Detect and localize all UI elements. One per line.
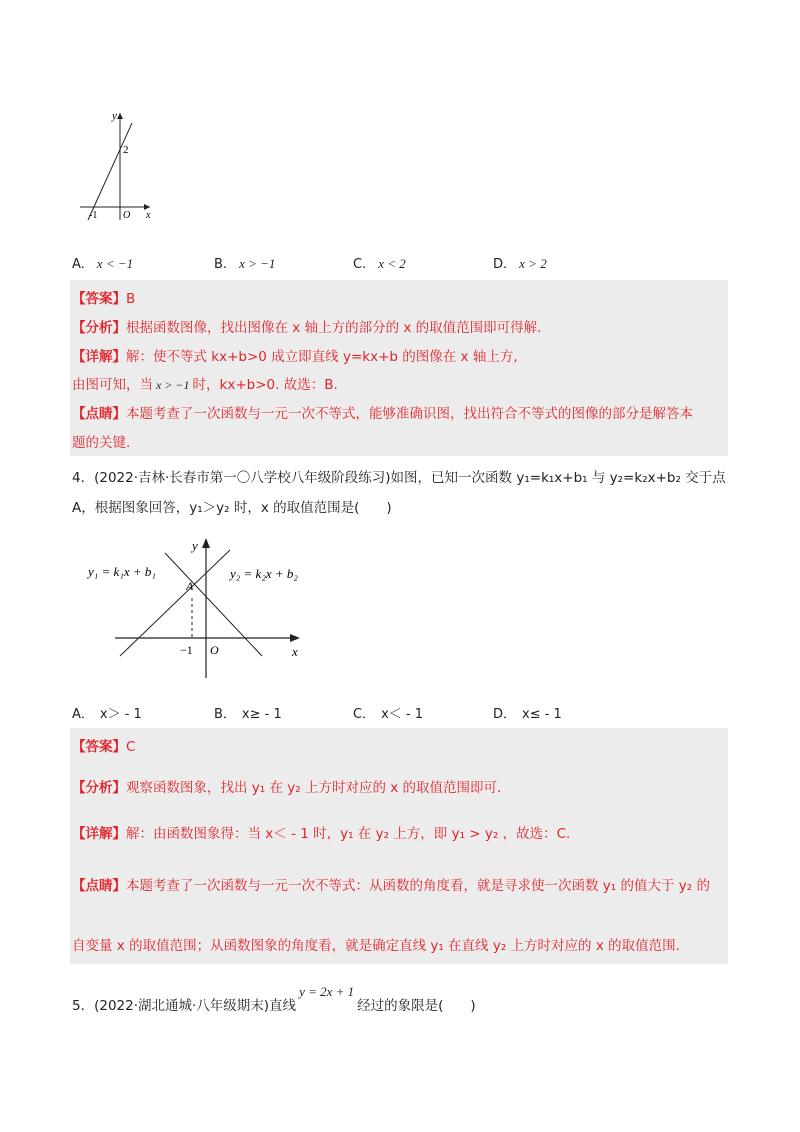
answer-line [72,735,135,755]
option-text: x≥ - 1 [241,707,282,722]
option-c[interactable] [353,256,406,272]
comment-line-2 [72,431,130,451]
option-letter: C． [353,707,376,722]
option-a[interactable] [72,703,142,722]
analysis-line [72,776,501,796]
analysis-label: 【分析】 [72,320,126,336]
analysis-text: 根据函数图像，找出图像在 x 轴上方的部分的 x 的取值范围即可得解. [126,320,542,336]
detail-text: 时，kx+b>0. 故选：B. [192,377,338,393]
detail-text: 由图可知，当 [72,377,153,393]
graph-2-label: 2 [123,144,129,156]
analysis-line [72,316,541,336]
option-letter: D． [493,707,517,722]
question-4-stem-2: A，根据图象回答，y₁＞y₂ 时，x 的取值范围是( ) [72,500,392,516]
detail-line-1 [72,345,518,365]
option-d[interactable] [493,703,562,722]
answer-label: 【答案】 [72,291,126,307]
option-letter: D. [493,257,508,272]
comment-text: 自变量 x 的取值范围；从函数图象的角度看，就是确定直线 y₁ 在直线 y₂ 上方时对应的 x 的取值范围. [72,938,680,954]
option-b[interactable] [214,256,275,272]
option-a[interactable] [72,256,133,272]
option-d[interactable] [493,256,547,272]
comment-line-1 [72,402,693,422]
question-5-math: y = 2x + 1 [299,984,355,999]
option-c[interactable] [353,703,423,722]
analysis-text: 观察函数图象，找出 y₁ 在 y₂ 上方时对应的 x 的取值范围即可. [126,780,502,796]
graph-line2-label: y₂ = k₂x + b₂ [230,566,298,581]
detail-label: 【详解】 [72,826,126,842]
option-letter: A. [72,257,85,272]
answer-label: 【答案】 [72,739,126,755]
graph-neg1-label: −1 [180,643,193,657]
option-letter: C. [353,257,367,272]
comment-text: 题的关键. [72,435,131,451]
detail-line [72,822,570,842]
option-math: x > 2 [519,256,547,271]
graph-o-label: O [210,643,219,657]
graph-q4 [80,528,320,683]
question-4-stem-1: 4．(2022·吉林·长春市第一〇八学校八年级阶段练习)如图，已知一次函数 y₁=k₁x+b₁ 与 y₂=k₂x+b₂ 交于点 [72,470,726,486]
question-5-stem [72,984,476,1014]
graph-y-label: y [192,538,198,553]
graph-neg1-label: -1 [89,210,98,221]
comment-label: 【点睛】 [72,878,126,894]
detail-text: 解：由函数图象得：当 x＜ - 1 时，y₁ 在 y₂ 上方，即 y₁ > y₂ ，故选：C. [126,826,571,842]
graph-q3 [70,105,170,225]
detail-line-2 [72,373,338,393]
detail-text: 解：使不等式 kx+b>0 成立即直线 y=kx+b 的图像在 x 轴上方, [126,349,518,365]
graph-line1-label: y₁ = k₁x + b₁ [88,564,156,579]
comment-line-1 [72,874,710,894]
question-5-text: 5．(2022·湖北通城·八年级期末)直线 [72,998,297,1014]
graph-a-label: A [186,579,194,593]
analysis-label: 【分析】 [72,780,126,796]
detail-label: 【详解】 [72,349,126,365]
option-letter: A． [72,707,94,722]
option-math: x < −1 [96,256,134,271]
option-b[interactable] [214,703,282,722]
graph-o-label: O [123,210,131,221]
option-letter: B. [214,257,228,272]
solution-box-q3 [70,280,728,456]
option-text: x≤ - 1 [522,707,562,722]
option-text: x＞ - 1 [99,707,142,722]
comment-text: 本题考查了一次函数与一元一次不等式，能够准确识图，找出符合不等式的图像的部分是解答本 [126,406,693,422]
graph-y-label: y [112,110,117,122]
option-math: x > −1 [239,256,276,271]
answer-value: C [126,739,136,755]
comment-label: 【点睛】 [72,406,126,422]
option-letter: B． [214,707,236,722]
comment-line-2 [72,934,680,954]
option-math: x < 2 [378,256,406,271]
answer-line [72,287,135,307]
option-text: x＜ - 1 [381,707,423,722]
detail-math: x > −1 [156,378,190,392]
graph-x-label: x [292,644,298,659]
comment-text: 本题考查了一次函数与一元一次不等式：从函数的角度看，就是寻求使一次函数 y₁ 的值大于 y₂ 的 [126,878,710,894]
answer-value: B [126,291,136,307]
solution-box-q4 [70,728,728,964]
graph-x-label: x [146,210,151,221]
question-5-text: 经过的象限是( ) [357,998,476,1014]
